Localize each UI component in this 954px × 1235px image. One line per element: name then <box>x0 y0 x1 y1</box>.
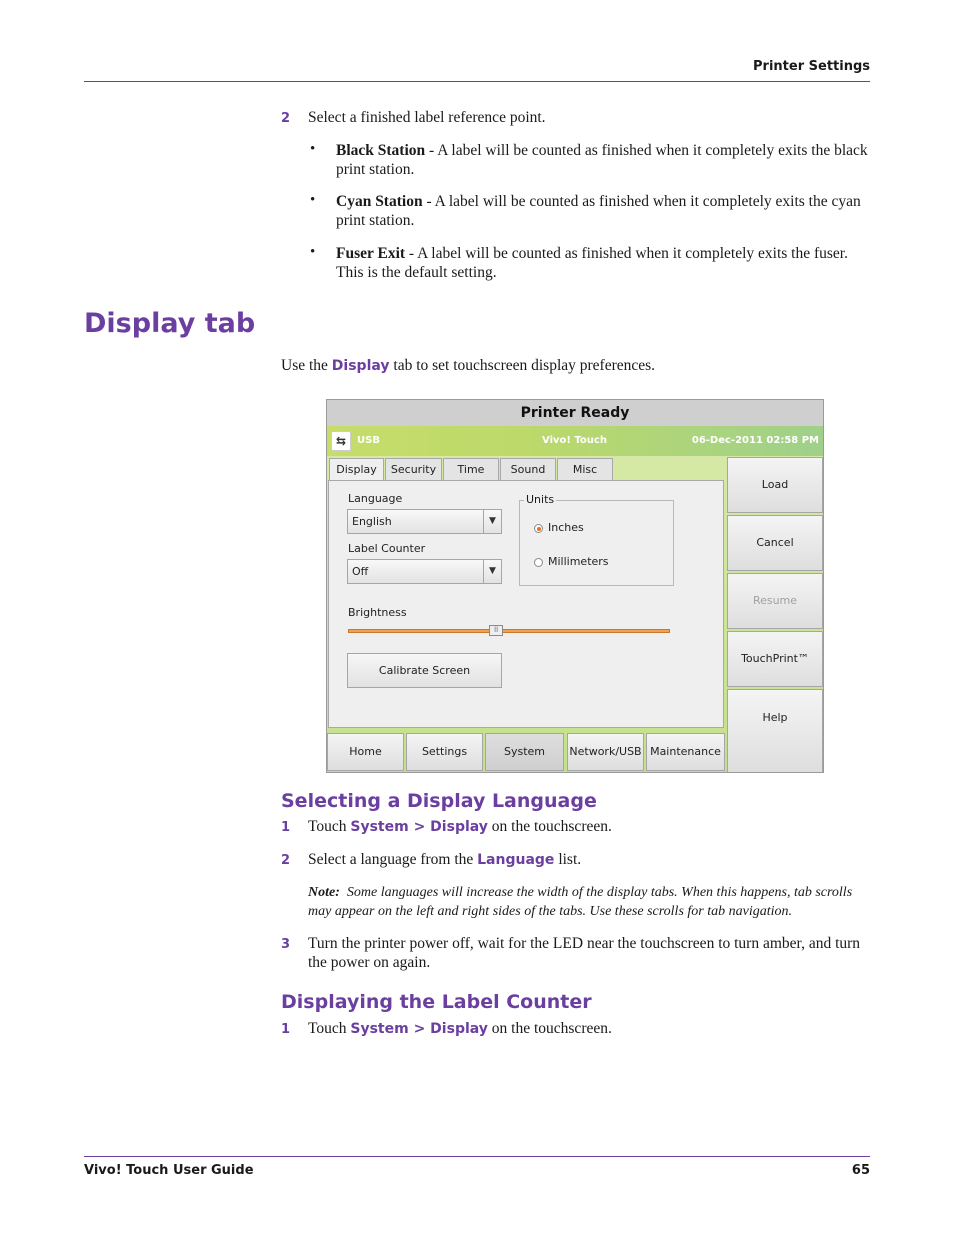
step-number: 2 <box>281 111 291 126</box>
language-heading: Selecting a Display Language <box>281 790 597 812</box>
main-frame <box>327 456 823 773</box>
step-number: 2 <box>281 853 291 868</box>
load-button[interactable]: Load <box>727 457 823 513</box>
step-number: 3 <box>281 937 291 952</box>
tab-sound[interactable]: Sound <box>500 458 556 481</box>
radio-millimeters[interactable] <box>534 558 543 567</box>
note-label: Note: <box>308 885 340 900</box>
label-counter-select[interactable]: Off ▼ <box>347 559 502 584</box>
nav-home-button[interactable]: Home <box>327 733 404 771</box>
bullet-icon: • <box>310 141 316 157</box>
bullet-cyan-station: Cyan Station - A label will be counted as finished when it completely exits the cyan print station. <box>336 193 861 229</box>
units-legend: Units <box>526 493 555 506</box>
language-step-3: Turn the printer power off, wait for the LED near the touchscreen to turn amber, and turn the power on again. <box>308 935 861 971</box>
language-label: Language <box>348 492 403 505</box>
brand-label: Vivo! Touch <box>542 435 607 446</box>
touchprint-button[interactable]: TouchPrint™ <box>727 631 823 687</box>
screen-title: Printer Ready <box>327 400 823 426</box>
millimeters-label: Millimeters <box>548 555 609 568</box>
nav-settings-button[interactable]: Settings <box>406 733 483 771</box>
intro-text: Use the Display tab to set touchscreen display preferences. <box>281 357 656 374</box>
usb-label: USB <box>357 435 380 446</box>
bullet-icon: • <box>310 192 316 208</box>
step-number: 1 <box>281 820 291 835</box>
help-button[interactable]: Help <box>727 689 823 773</box>
brightness-slider[interactable] <box>348 629 670 633</box>
running-header: Printer Settings <box>753 59 870 74</box>
language-step-2: Select a language from the Language list. <box>308 851 582 868</box>
touchscreen-screenshot <box>326 399 824 773</box>
cancel-button[interactable]: Cancel <box>727 515 823 571</box>
chevron-down-icon: ▼ <box>483 560 501 583</box>
brightness-label: Brightness <box>348 606 407 619</box>
inches-label: Inches <box>548 521 584 534</box>
calibrate-screen-button[interactable]: Calibrate Screen <box>347 653 502 688</box>
resume-button[interactable]: Resume <box>727 573 823 629</box>
label-counter-label: Label Counter <box>348 542 426 555</box>
usb-icon: ⇆ <box>331 431 351 451</box>
nav-maintenance-button[interactable]: Maintenance <box>646 733 725 771</box>
step-text: Select a finished label reference point. <box>308 109 546 126</box>
display-panel <box>328 480 724 728</box>
nav-network-usb-button[interactable]: Network/USB <box>567 733 644 771</box>
bullet-black-station: Black Station - A label will be counted as finished when it completely exits the black print station. <box>336 142 868 178</box>
note <box>308 883 873 921</box>
units-group <box>519 493 674 586</box>
radio-inches[interactable] <box>534 524 543 533</box>
tab-display[interactable]: Display <box>329 458 384 484</box>
datetime-label: 06-Dec-2011 02:58 PM <box>691 435 819 446</box>
footer-guide-title: Vivo! Touch User Guide <box>84 1163 254 1178</box>
bullet-fuser-exit: Fuser Exit - A label will be counted as finished when it completely exits the fuser. This is the default setting. <box>336 245 848 281</box>
status-bar <box>327 426 823 456</box>
bullet-icon: • <box>310 244 316 260</box>
counter-step-1: Touch System > Display on the touchscreen. <box>308 1020 612 1037</box>
language-select[interactable]: English ▼ <box>347 509 502 534</box>
slider-thumb[interactable]: ll <box>489 625 503 636</box>
chevron-down-icon: ▼ <box>483 510 501 533</box>
header-rule <box>84 81 870 82</box>
tab-misc[interactable]: Misc <box>557 458 613 481</box>
note-text: Some languages will increase the width of the display tabs. When this happens, tab scrolls may appear on the left and right sides of the tabs. Use these scrolls for tab navigation. <box>308 885 853 919</box>
nav-system-button[interactable]: System <box>485 733 564 771</box>
footer-rule <box>84 1156 870 1157</box>
language-step-1: Touch System > Display on the touchscreen. <box>308 818 612 835</box>
step-number: 1 <box>281 1022 291 1037</box>
page-number: 65 <box>851 1163 870 1178</box>
section-title: Display tab <box>84 308 256 339</box>
tab-time[interactable]: Time <box>443 458 499 481</box>
tab-security[interactable]: Security <box>385 458 442 481</box>
counter-heading: Displaying the Label Counter <box>281 991 592 1013</box>
